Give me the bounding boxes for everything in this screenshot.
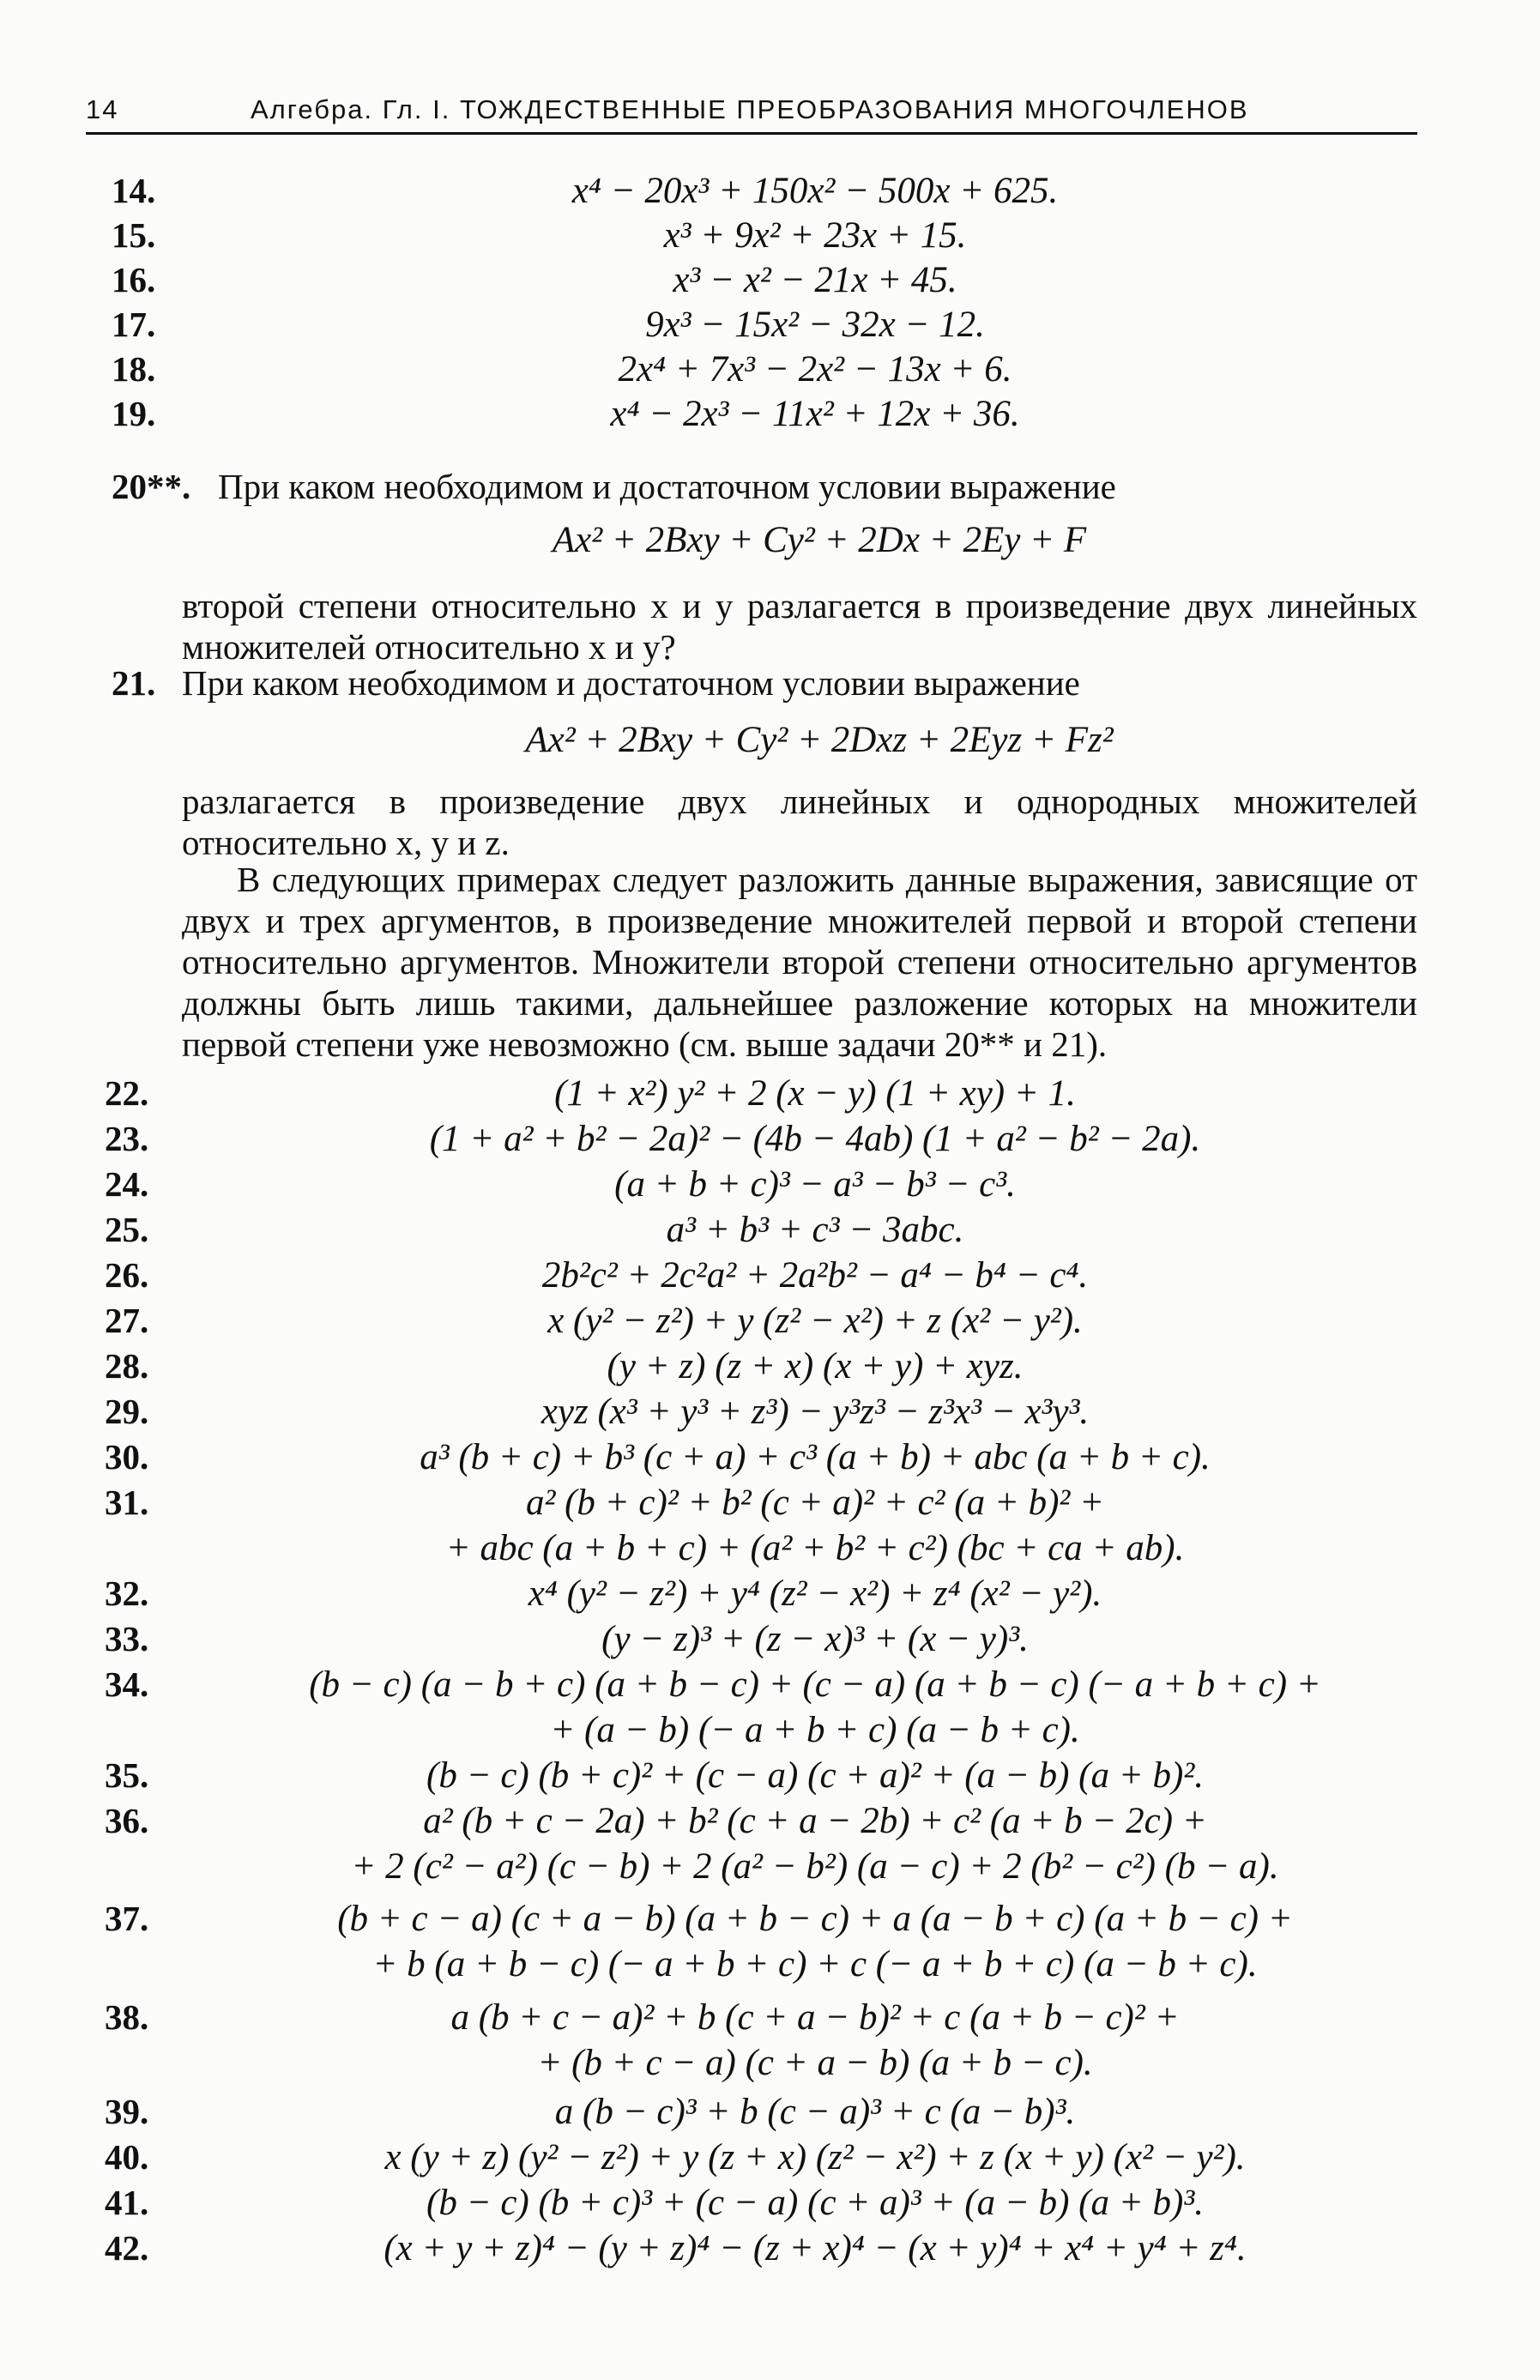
problem-20-formula: Ax² + 2Bxy + Cy² + 2Dx + 2Ey + F — [552, 520, 1087, 560]
problem-expression: a² (b + c − 2a) + b² (c + a − 2b) + c² (a + b − 2c) + — [423, 1801, 1207, 1841]
problem-row — [0, 1573, 1540, 1617]
problem-expression: a³ (b + c) + b³ (c + a) + c³ (a + b) + abc (a + b + c). — [420, 1437, 1211, 1477]
problem-expression: 2b²c² + 2c²a² + 2a²b² − a⁴ − b⁴ − c⁴. — [541, 1255, 1089, 1296]
problem-continuation — [0, 1527, 1540, 1572]
problem-number: 14. — [112, 171, 156, 210]
problem-number: 39. — [105, 2092, 149, 2131]
problem-row — [0, 1254, 1540, 1299]
problem-number: 37. — [105, 1899, 149, 1938]
problem-row — [0, 1898, 1540, 1942]
problem-expression: a² (b + c)² + b² (c + a)² + c² (a + b)² + — [525, 1483, 1105, 1523]
problem-expression: a (b − c)³ + b (c − a)³ + c (a − b)³. — [554, 2092, 1076, 2132]
problem-row — [0, 1163, 1540, 1208]
problem-continuation — [0, 1709, 1540, 1754]
problem-expression: (b − c) (b + c)² + (c − a) (c + a)² + (a − b) (a + b)². — [426, 1755, 1204, 1796]
problem-row — [0, 2227, 1540, 2272]
problem-row — [0, 2091, 1540, 2135]
problem-expression: 9x³ − 15x² − 32x − 12. — [645, 305, 985, 345]
problem-row — [0, 1072, 1540, 1117]
problem-row — [0, 1118, 1540, 1163]
problem-row — [0, 1755, 1540, 1799]
problem-row — [0, 348, 1540, 393]
problem-expression: (b − c) (b + c)³ + (c − a) (c + a)³ + (a − b) (a + b)³. — [426, 2183, 1204, 2223]
problem-expression-continued: + (b + c − a) (c + a − b) (a + b − c). — [537, 2043, 1093, 2083]
problem-expression: (x + y + z)⁴ − (y + z)⁴ − (z + x)⁴ − (x + y)⁴ + x⁴ + y⁴ + z⁴. — [383, 2228, 1247, 2268]
problem-row — [0, 1664, 1540, 1708]
problem-number: 34. — [105, 1664, 149, 1704]
problem-row — [0, 1800, 1540, 1845]
problem-21-text-continued: разлагается в произведение двух линейных и однородных множителей относительно x, y и z. — [182, 782, 1417, 862]
problem-row — [0, 393, 1540, 438]
problem-20-text: При каком необходимом и достаточном условии выражение — [218, 467, 1116, 506]
problem-expression-continued: + b (a + b − c) (− a + b + c) + c (− a + b + c) (a − b + c). — [372, 1944, 1258, 1984]
problem-row — [0, 259, 1540, 304]
problem-row — [0, 1391, 1540, 1435]
problem-number: 24. — [105, 1164, 149, 1204]
problem-row — [0, 1996, 1540, 2041]
running-title: Алгебра. Гл. I. ТОЖДЕСТВЕННЫЕ ПРЕОБРАЗОВАНИЯ МНОГОЧЛЕНОВ — [251, 94, 1249, 124]
problem-21-text: При каком необходимом и достаточном условии выражение — [182, 663, 1080, 703]
problem-row — [0, 304, 1540, 348]
problem-expression: x⁴ − 20x³ + 150x² − 500x + 625. — [571, 171, 1059, 211]
problem-expression-continued: + 2 (c² − a²) (c − b) + 2 (a² − b²) (a − c) + 2 (b² − c²) (b − a). — [351, 1846, 1279, 1887]
problem-expression: (1 + a² + b² − 2a)² − (4b − 4ab) (1 + a² − b² − 2a). — [429, 1119, 1201, 1159]
problem-21-formula: Ax² + 2Bxy + Cy² + 2Dxz + 2Eyz + Fz² — [525, 720, 1114, 760]
problem-number: 28. — [105, 1346, 149, 1386]
problem-number: 35. — [105, 1755, 149, 1795]
problem-row — [0, 2136, 1540, 2181]
problem-number: 18. — [112, 349, 156, 389]
page-number: 14 — [86, 94, 119, 124]
formula-row — [0, 519, 1540, 564]
problem-expression: (b + c − a) (c + a − b) (a + b − c) + a (a − b + c) (a + b − c) + — [337, 1899, 1293, 1939]
problem-number: 40. — [105, 2137, 149, 2177]
problem-continuation — [0, 1943, 1540, 1988]
running-header — [86, 93, 1417, 135]
problem-row — [0, 214, 1540, 259]
problem-expression-continued: + abc (a + b + c) + (a² + b² + c²) (bc + ca + ab). — [445, 1528, 1185, 1568]
problem-row — [0, 1482, 1540, 1526]
problem-expression: (a + b + c)³ − a³ − b³ − c³. — [614, 1164, 1016, 1205]
problem-row — [0, 1345, 1540, 1390]
problem-number: 30. — [105, 1437, 149, 1477]
problem-number: 33. — [105, 1619, 149, 1658]
problem-number: 22. — [105, 1073, 149, 1113]
problem-expression: x⁴ (y² − z²) + y⁴ (z² − x²) + z⁴ (x² − y²). — [528, 1574, 1102, 1614]
problem-number: 32. — [105, 1574, 149, 1613]
problem-number: 38. — [105, 1997, 149, 2037]
problem-number: 36. — [105, 1801, 149, 1840]
problem-number: 20**. — [112, 467, 191, 506]
problem-number: 42. — [105, 2228, 149, 2268]
problem-continuation — [0, 1845, 1540, 1890]
problem-continuation — [0, 2042, 1540, 2087]
problem-expression: x⁴ − 2x³ − 11x² + 12x + 36. — [610, 394, 1020, 434]
problem-number: 16. — [112, 260, 156, 299]
problem-expression: (y + z) (z + x) (x + y) + xyz. — [607, 1346, 1024, 1386]
problem-number: 17. — [112, 305, 156, 344]
problem-expression: a (b + c − a)² + b (c + a − b)² + c (a + b − c)² + — [450, 1997, 1180, 2038]
intro-paragraph: В следующих примерах следует разложить данные выражения, зависящие от двух и трех аргументов, в произведение множителей первой и второй степени относительно аргументов. Множители второй степени относительно аргументов должны быть лишь такими, дальнейшее разложение которых на множители первой степени уже невозможно (см. выше задачи 20** и 21). — [182, 860, 1417, 1064]
problem-expression: (y − z)³ + (z − x)³ + (x − y)³. — [601, 1619, 1029, 1659]
problem-20-text-continued: второй степени относительно x и y разлагается в произведение двух линейных множителей относительно x и y? — [182, 586, 1417, 667]
problem-expression-continued: + (a − b) (− a + b + c) (a − b + c). — [550, 1710, 1080, 1750]
problem-row — [0, 1300, 1540, 1344]
problem-number: 19. — [112, 394, 156, 433]
problem-row — [0, 1436, 1540, 1481]
problem-expression: x (y + z) (y² − z²) + y (z + x) (z² − x²) + z (x + y) (x² − y²). — [384, 2137, 1246, 2178]
problem-number: 26. — [105, 1255, 149, 1295]
problem-number: 21. — [112, 663, 156, 703]
problem-row — [0, 1209, 1540, 1253]
problem-number: 15. — [112, 215, 156, 255]
problem-expression: (1 + x²) y² + 2 (x − y) (1 + xy) + 1. — [554, 1073, 1076, 1114]
problem-number: 23. — [105, 1119, 149, 1158]
problem-expression: a³ + b³ + c³ − 3abc. — [666, 1210, 964, 1250]
problem-expression: xyz (x³ + y³ + z³) − y³z³ − z³x³ − x³y³. — [541, 1392, 1090, 1432]
problem-number: 27. — [105, 1301, 149, 1340]
problem-expression: x (y² − z²) + y (z² − x²) + z (x² − y²). — [547, 1301, 1083, 1341]
problem-number: 29. — [105, 1392, 149, 1431]
problem-expression: 2x⁴ + 7x³ − 2x² − 13x + 6. — [618, 349, 1012, 390]
problem-number: 25. — [105, 1210, 149, 1249]
problem-expression: x³ + 9x² + 23x + 15. — [663, 215, 967, 256]
problem-row — [0, 170, 1540, 214]
problem-expression: (b − c) (a − b + c) (a + b − c) + (c − a) (a + b − c) (− a + b + c) + — [309, 1664, 1321, 1705]
problem-expression: x³ − x² − 21x + 45. — [673, 260, 957, 300]
problem-number: 31. — [105, 1483, 149, 1522]
problem-row — [0, 1618, 1540, 1663]
problem-row — [0, 2182, 1540, 2226]
formula-row — [0, 719, 1540, 764]
problem-number: 41. — [105, 2183, 149, 2222]
